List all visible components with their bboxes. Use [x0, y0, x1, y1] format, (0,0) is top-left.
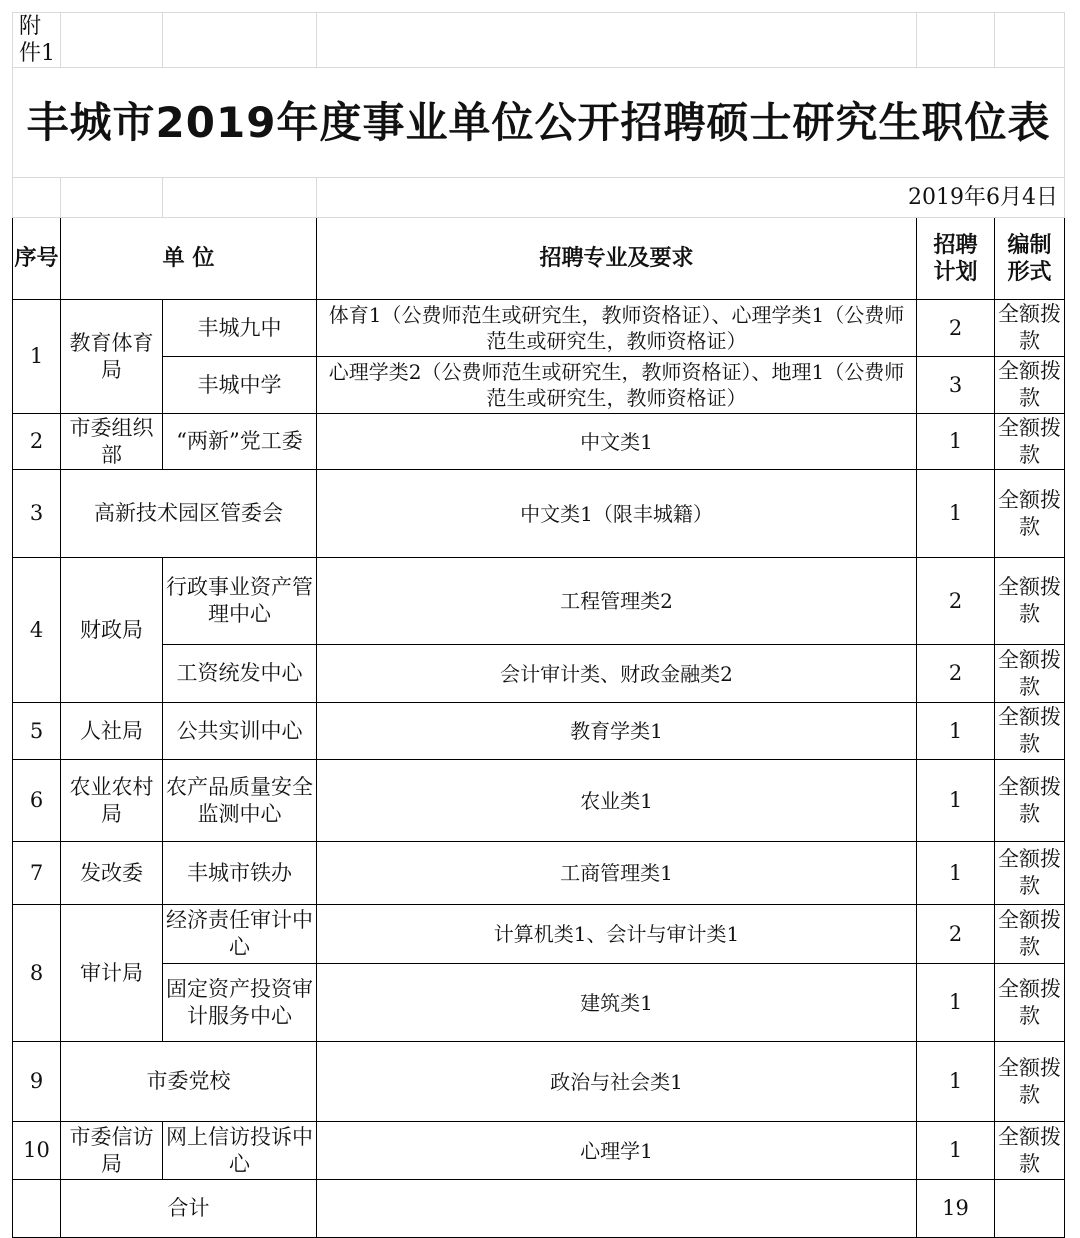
row-sub-unit: 丰城九中 [163, 300, 317, 357]
row-requirements: 政治与社会类1 [317, 1042, 917, 1122]
header-plan: 招聘 计划 [917, 218, 995, 300]
row-dept: 教育体育局 [61, 300, 163, 414]
row-dept: 高新技术园区管委会 [61, 470, 317, 558]
row-plan: 2 [917, 645, 995, 703]
recruitment-table [12, 12, 1065, 1238]
row-sub-unit: 公共实训中心 [163, 703, 317, 760]
row-sub-unit: “两新”党工委 [163, 414, 317, 470]
row-sub-unit: 丰城市铁办 [163, 842, 317, 905]
row-requirements: 工商管理类1 [317, 842, 917, 905]
row-form: 全额拨款 [995, 964, 1065, 1042]
row-requirements: 心理学类2（公费师范生或研究生，教师资格证）、地理1（公费师范生或研究生，教师资格证） [317, 357, 917, 414]
row-form: 全额拨款 [995, 1122, 1065, 1180]
row-dept: 农业农村局 [61, 760, 163, 842]
row-sub-unit: 农产品质量安全监测中心 [163, 760, 317, 842]
row-sub-unit: 经济责任审计中心 [163, 905, 317, 964]
header-requirements: 招聘专业及要求 [317, 218, 917, 300]
row-requirements: 教育学类1 [317, 703, 917, 760]
row-seq: 9 [13, 1042, 61, 1122]
row-requirements: 中文类1（限丰城籍） [317, 470, 917, 558]
row-dept: 审计局 [61, 905, 163, 1042]
row-plan: 1 [917, 760, 995, 842]
row-form: 全额拨款 [995, 760, 1065, 842]
row-dept: 市委党校 [61, 1042, 317, 1122]
row-seq: 2 [13, 414, 61, 470]
row-plan: 1 [917, 470, 995, 558]
row-sub-unit: 工资统发中心 [163, 645, 317, 703]
row-requirements: 农业类1 [317, 760, 917, 842]
row-plan: 1 [917, 1042, 995, 1122]
header-seq: 序号 [13, 218, 61, 300]
row-requirements: 会计审计类、财政金融类2 [317, 645, 917, 703]
row-requirements: 心理学1 [317, 1122, 917, 1180]
row-dept: 发改委 [61, 842, 163, 905]
row-plan: 2 [917, 300, 995, 357]
document-date: 2019年6月4日 [317, 178, 1065, 218]
row-plan: 3 [917, 357, 995, 414]
row-seq: 3 [13, 470, 61, 558]
row-dept: 人社局 [61, 703, 163, 760]
row-plan: 2 [917, 905, 995, 964]
row-sub-unit: 固定资产投资审计服务中心 [163, 964, 317, 1042]
row-dept: 市委组织部 [61, 414, 163, 470]
row-form: 全额拨款 [995, 414, 1065, 470]
attachment-label: 附件1 [13, 13, 61, 68]
row-plan: 1 [917, 842, 995, 905]
row-seq: 6 [13, 760, 61, 842]
row-form: 全额拨款 [995, 1042, 1065, 1122]
row-requirements: 体育1（公费师范生或研究生，教师资格证）、心理学类1（公费师范生或研究生，教师资格证） [317, 300, 917, 357]
row-form: 全额拨款 [995, 842, 1065, 905]
row-dept: 财政局 [61, 558, 163, 703]
row-plan: 2 [917, 558, 995, 645]
row-requirements: 建筑类1 [317, 964, 917, 1042]
row-requirements: 计算机类1、会计与审计类1 [317, 905, 917, 964]
row-plan: 1 [917, 1122, 995, 1180]
row-plan: 1 [917, 964, 995, 1042]
row-seq: 7 [13, 842, 61, 905]
row-requirements: 中文类1 [317, 414, 917, 470]
row-seq: 1 [13, 300, 61, 414]
row-dept: 市委信访局 [61, 1122, 163, 1180]
row-sub-unit: 行政事业资产管理中心 [163, 558, 317, 645]
row-sub-unit: 丰城中学 [163, 357, 317, 414]
header-form: 编制 形式 [995, 218, 1065, 300]
row-seq: 8 [13, 905, 61, 1042]
row-requirements: 工程管理类2 [317, 558, 917, 645]
total-plan: 19 [917, 1180, 995, 1238]
row-form: 全额拨款 [995, 905, 1065, 964]
row-form: 全额拨款 [995, 470, 1065, 558]
row-seq: 10 [13, 1122, 61, 1180]
row-plan: 1 [917, 703, 995, 760]
row-form: 全额拨款 [995, 645, 1065, 703]
row-seq: 4 [13, 558, 61, 703]
row-sub-unit: 网上信访投诉中心 [163, 1122, 317, 1180]
header-unit: 单 位 [61, 218, 317, 300]
row-form: 全额拨款 [995, 300, 1065, 357]
row-form: 全额拨款 [995, 703, 1065, 760]
row-form: 全额拨款 [995, 558, 1065, 645]
row-seq: 5 [13, 703, 61, 760]
total-label: 合计 [61, 1180, 317, 1238]
page-title: 丰城市2019年度事业单位公开招聘硕士研究生职位表 [13, 68, 1065, 178]
row-form: 全额拨款 [995, 357, 1065, 414]
row-plan: 1 [917, 414, 995, 470]
